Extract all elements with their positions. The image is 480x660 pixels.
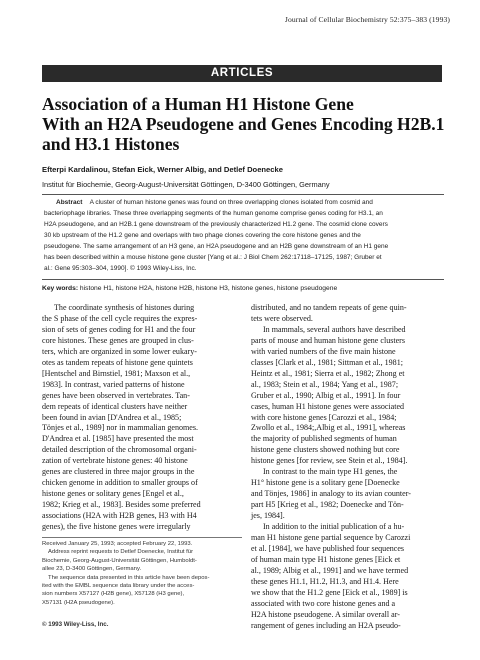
affiliation: Institut für Biochemie, Georg-August-Universität Göttingen, D-3400 Göttingen, Germany <box>42 180 330 189</box>
text-line: core histones. These genes are grouped in clus- <box>42 335 194 345</box>
text-line: In mammals, several authors have described <box>263 324 406 334</box>
text-line: allee 23, D-3400 Göttingen, Germany. <box>42 566 142 573</box>
text-line: The coordinate synthesis of histones during <box>54 303 195 312</box>
text-line: D'Andrea et al. [1985] have presented the most <box>42 434 194 444</box>
author-list: Efterpi Kardalinou, Stefan Eick, Werner Albig, and Detlef Doenecke <box>42 165 283 174</box>
keywords-text: histone H1, histone H2A, histone H2B, histone H3, histone genes, histone pseudogene <box>79 285 338 292</box>
text-line: cases, human H1 histone genes were associated <box>251 401 405 411</box>
text-line: genes are clustered in three major groups in the <box>42 467 195 477</box>
text-line: associated with two core histone genes and a <box>251 598 396 608</box>
text-line: Tönjes et al., 1989] nor in mammalian genomes. <box>42 423 198 433</box>
text-line: associations (H2A with H2B genes, H3 with H4 <box>42 511 197 521</box>
text-line: H1° histone gene is a solitary gene [Doenecke <box>251 478 400 488</box>
text-line: sion of sets of genes coding for H1 and the four <box>42 324 196 334</box>
text-line: H2A histone pseudogene. A similar overall ar- <box>251 609 400 619</box>
text-line: et al. [1984], we have published four sequences <box>251 543 405 553</box>
text-line: Zwollo et al., 1984;,Albig et al., 1991], whereas <box>251 423 406 433</box>
keywords-heading: Key words: <box>42 285 79 292</box>
text-line: otes as tandem repeats of histone gene quintets <box>42 357 193 367</box>
text-line: distributed, and no tandem repeats of gene quin- <box>251 303 407 312</box>
title-line: Association of a Human H1 Histone Gene <box>42 94 354 114</box>
abstract-line: bacteriophage libraries. These three overlapping segments of the human genome comprise genes coding for H3.1, an <box>44 210 383 217</box>
title-line: With an H2A Pseudogene and Genes Encoding H2B.1 <box>42 114 445 134</box>
footnote-divider <box>42 537 242 538</box>
text-line: the majority of published segments of human <box>251 434 397 444</box>
abstract-text: A cluster of human histone genes was found on three overlapping clones isolated from cosmid and <box>89 199 373 206</box>
text-line: with core histone genes [Carozzi et al., 1984; <box>251 412 397 422</box>
abstract-line: pseudogene. The same arrangement of an H3 gene, an H2A pseudogene and an H2B gene downstream of an H1 gene <box>44 243 389 250</box>
title-line: and H3.1 Histones <box>42 134 180 154</box>
text-line: Gruber et al., 1990; Albig et al., 1991]. In four <box>251 390 401 400</box>
text-line: jes, 1984]. <box>251 511 285 521</box>
text-line: chicken genome in addition to smaller groups of <box>42 478 198 488</box>
text-line: genes), the five histone genes were irregularly <box>42 522 191 531</box>
article-title <box>42 94 452 154</box>
text-line: part H5 [Krieg et al., 1982; Doenecke and Tön- <box>251 500 404 510</box>
abstract-line: has been described within a mouse histone gene cluster [Yang et al.: J Biol Chem 262:17118–17125, 1987; Gruber et <box>44 254 382 261</box>
text-line: been found in avian [D'Andrea et al., 1985; <box>42 412 182 422</box>
text-line: of human main type H1 histone genes [Eick et <box>251 554 401 564</box>
abstract-line: al.: Gene 95:303–304, 1990]. © 1993 Wiley-Liss, Inc. <box>44 265 197 272</box>
text-line: ited with the EMBL sequence data library under the acces- <box>42 583 195 589</box>
text-line: the S phase of the cell cycle requires the expres- <box>42 313 198 323</box>
abstract-line: H2A pseudogene, and an H2B.1 gene downstream of the previously characterized H1.2 gene. The cosmid clone covers <box>44 221 388 228</box>
text-line: with varied numbers of the five main histone <box>251 346 396 356</box>
text-line: we show that the H1.2 gene [Eick et al., 1989] is <box>251 587 408 597</box>
text-line: Biochemie, Georg-August-Universität Göttingen, Humboldt- <box>42 557 197 564</box>
text-line: histone genes or solitary genes [Engel et al., <box>42 489 184 499</box>
text-line: In addition to the initial publication of a hu- <box>263 522 405 531</box>
running-head: Journal of Cellular Biochemistry 52:375–383 (1993) <box>284 15 450 24</box>
text-line: genes have been observed in vertebrates. Tan- <box>42 390 190 400</box>
text-line: X57131 (H2A pseudogene). <box>42 599 115 606</box>
text-line: zation of vertebrate histone genes: 40 histone <box>42 456 188 466</box>
text-line: classes [Clark et al., 1981; Sittman et al., 1981; <box>251 357 403 367</box>
abstract <box>42 194 444 280</box>
text-line: sion numbers X57127 (H2B gene), X57128 (H3 gene), <box>42 591 185 598</box>
text-line: tets were observed. <box>251 313 313 323</box>
text-line: al., 1983; Stein et al., 1984; Yang et al., 1987; <box>251 379 399 389</box>
text-line: 1983]. In contrast, varied patterns of histone <box>42 379 185 389</box>
text-line: ters, which are organized in some lower eukary- <box>42 346 197 356</box>
text-line: histone gene clusters showed nothing but core <box>251 445 400 455</box>
text-line: parts of mouse and human histone gene clusters <box>251 335 405 345</box>
abstract-line-first <box>56 199 442 206</box>
section-banner: ARTICLES <box>42 65 442 82</box>
text-line: 1982; Krieg et al., 1983]. Besides some preferred <box>42 500 201 510</box>
abstract-heading: Abstract <box>56 199 83 206</box>
text-line: rangement of genes including an H2A pseudo- <box>251 620 401 630</box>
abstract-line: 30 kb upstream of the H1.2 gene and overlaps with two phage clones covering the core histone genes and the <box>44 232 361 239</box>
copyright-notice: © 1993 Wiley-Liss, Inc. <box>42 621 109 628</box>
keywords <box>42 285 452 292</box>
text-line: man H1 histone gene partial sequence by Carozzi <box>251 532 411 542</box>
text-line: Address reprint requests to Detlef Doenecke, Institut für <box>48 549 194 556</box>
text-line: Heintz et al., 1981; Sierra et al., 1982; Zhong et <box>251 368 405 378</box>
text-line: Received January 25, 1993; accepted February 22, 1993. <box>42 541 193 547</box>
text-line: dem repeats of identical clusters have neither <box>42 401 188 411</box>
text-line: al., 1989; Albig et al., 1991] and we have termed <box>251 565 409 575</box>
text-line: In contrast to the main type H1 genes, the <box>263 467 398 477</box>
text-line: histone genes [for review, see Stein et al., 1984]. <box>251 456 408 466</box>
text-line: detailed description of the chromosomal organi- <box>42 445 197 455</box>
text-line: [Hentschel and Birnstiel, 1981; Maxson et al., <box>42 368 191 378</box>
text-line: these genes H1.1, H1.2, H1.3, and H1.4. Here <box>251 576 399 586</box>
text-line: The sequence data presented in this article have been depos- <box>48 574 210 581</box>
text-line: and Tönjes, 1986] in analogy to its avian counter- <box>251 489 411 499</box>
